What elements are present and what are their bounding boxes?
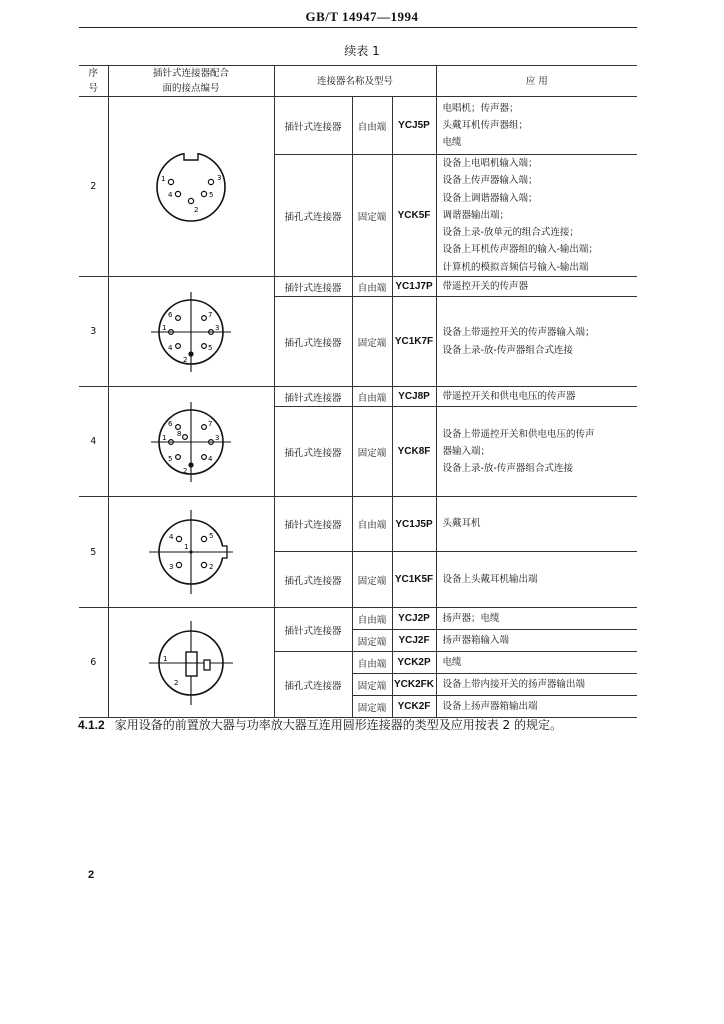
connector-model: YC1J5P [392, 497, 436, 552]
application-cell [436, 630, 637, 652]
connector-end: 固定端 [352, 297, 392, 387]
pin-label: 5 [209, 190, 214, 199]
application-cell [436, 97, 637, 155]
application-cell [436, 652, 637, 674]
header-seq-line1: 序 [88, 68, 98, 79]
clause-paragraph [78, 716, 562, 733]
connector-type: 插孔式连接器 [274, 552, 352, 608]
connector-model: YCJ8P [392, 387, 436, 407]
connector-type: 插针式连接器 [274, 497, 352, 552]
connector-type: 插针式连接器 [274, 608, 352, 652]
application-line: 器输入端； [442, 445, 491, 457]
pin-diagram-8pin-svg [136, 394, 246, 490]
application-line: 扬声器；电缆 [442, 612, 500, 624]
row-number: 4 [79, 387, 108, 497]
row-number: 5 [79, 497, 108, 608]
connector-end: 自由端 [352, 608, 392, 630]
application-cell [436, 552, 637, 608]
row-number: 2 [79, 97, 108, 277]
connector-end: 固定端 [352, 552, 392, 608]
pin-label: 7 [208, 310, 213, 319]
pin-diagram-7pin-svg [136, 284, 246, 380]
application-line: 设备上电唱机输入端； [442, 158, 538, 169]
application-cell [436, 696, 637, 718]
connector-type: 插针式连接器 [274, 277, 352, 297]
pin-diagram-4 [108, 387, 274, 497]
header-diagram [108, 66, 274, 97]
header-seq [79, 66, 108, 97]
row-number: 3 [79, 277, 108, 387]
pin-diagram-speaker-svg [136, 610, 246, 716]
application-line: 电缆 [442, 137, 462, 149]
connector-model: YCK8F [392, 407, 436, 497]
connector-end: 固定端 [352, 674, 392, 696]
pin-label: 1 [184, 543, 189, 552]
pin-label: 2 [174, 678, 179, 687]
application-line: 带遥控开关和供电电压的传声器 [442, 390, 576, 402]
connector-end: 固定端 [352, 407, 392, 497]
application-cell [436, 608, 637, 630]
application-cell [436, 674, 637, 696]
application-line: 扬声器箱输入端 [442, 634, 510, 646]
pin-label: 1 [161, 174, 166, 183]
application-line: 头戴耳机传声器组； [442, 119, 529, 131]
pin-label: 4 [169, 533, 174, 542]
connector-model: YCK2FK [392, 674, 436, 696]
connector-end: 自由端 [352, 652, 392, 674]
connector-end: 固定端 [352, 155, 392, 277]
connector-type: 插孔式连接器 [274, 652, 352, 718]
application-line: 设备上调谐器输入端； [442, 192, 538, 204]
pin-label: 1 [162, 433, 167, 442]
table-row [79, 97, 637, 155]
application-line: 设备上录-放-传声器组合式连接 [442, 344, 573, 356]
connector-end: 自由端 [352, 97, 392, 155]
application-line: 设备上录-放单元的组合式连接； [442, 227, 579, 239]
connector-end: 固定端 [352, 630, 392, 652]
pin-label: 1 [162, 323, 167, 332]
table-row [79, 277, 637, 297]
application-line: 电缆 [442, 656, 462, 668]
pin-label: 5 [168, 454, 173, 463]
application-line: 设备上扬声器箱输出端 [442, 700, 538, 712]
pin-label: 7 [208, 419, 213, 428]
connector-model: YCK2F [392, 696, 436, 718]
pin-label: 2 [194, 205, 199, 214]
pin-diagram-2 [108, 97, 274, 277]
connector-model: YCK5F [392, 155, 436, 277]
connector-model: YC1J7P [392, 277, 436, 297]
pin-label: 3 [215, 323, 220, 332]
table-row [79, 608, 637, 630]
header-rule [79, 27, 637, 28]
connector-type: 插针式连接器 [274, 97, 352, 155]
application-cell [436, 277, 637, 297]
pin-label: 6 [168, 419, 173, 428]
header-name-model: 连接器名称及型号 [274, 66, 436, 97]
pin-label: 4 [168, 190, 173, 199]
connector-model: YCJ2F [392, 630, 436, 652]
pin-diagram-6 [108, 608, 274, 718]
table-caption: 续表 1 [344, 44, 380, 58]
clause-text: 家用设备的前置放大器与功率放大器互连用圆形连接器的类型及应用按表 2 的规定。 [114, 718, 562, 732]
connector-model: YC1K5F [392, 552, 436, 608]
pin-label: 5 [208, 343, 213, 352]
connector-type: 插孔式连接器 [274, 155, 352, 277]
connector-end: 自由端 [352, 277, 392, 297]
connector-end: 自由端 [352, 387, 392, 407]
pin-label: 3 [169, 563, 174, 572]
pin-label: 3 [215, 433, 220, 442]
application-line: 设备上录-放-传声器组合式连接 [442, 463, 573, 475]
pin-label: 8 [177, 429, 182, 438]
application-line: 调谐器输出端； [442, 209, 510, 221]
connector-model: YCJ2P [392, 608, 436, 630]
pin-diagram-5pin-notched-svg [136, 499, 246, 605]
application-line: 设备上头戴耳机输出端 [442, 573, 538, 585]
page-number: 2 [88, 869, 95, 881]
application-line: 设备上传声器输入端； [442, 175, 538, 187]
application-line: 计算机的模拟音频信号输入-输出端 [442, 261, 589, 273]
header-seq-line2: 号 [88, 83, 98, 94]
header-diagram-line1: 插针式连接器配合 [152, 68, 229, 79]
application-line: 头戴耳机 [442, 518, 481, 530]
application-line: 设备上耳机传声器组的输入-输出端； [442, 244, 598, 256]
table-row [79, 497, 637, 552]
standard-header: GB/T 14947—1994 [305, 9, 419, 24]
connector-table [79, 65, 637, 718]
application-cell [436, 407, 637, 497]
clause-number: 4.1.2 [78, 718, 105, 732]
pin-label: 2 [183, 466, 188, 475]
pin-label: 1 [163, 654, 168, 663]
pin-label: 2 [209, 563, 214, 572]
connector-type: 插孔式连接器 [274, 407, 352, 497]
application-line: 设备上带遥控开关的传声器输入端； [442, 327, 595, 339]
connector-end: 固定端 [352, 696, 392, 718]
connector-model: YC1K7F [392, 297, 436, 387]
application-cell [436, 497, 637, 552]
pin-label: 4 [168, 343, 173, 352]
connector-end: 自由端 [352, 497, 392, 552]
connector-model: YCJ5P [392, 97, 436, 155]
pin-diagram-5 [108, 497, 274, 608]
pin-label: 5 [209, 532, 214, 541]
application-line: 带遥控开关的传声器 [442, 280, 529, 292]
pin-label: 2 [183, 355, 188, 364]
header-diagram-line2: 面的接点编号 [162, 83, 220, 94]
application-line: 设备上带遥控开关和供电电压的传声 [442, 428, 595, 440]
table-row [79, 387, 637, 407]
application-cell [436, 387, 637, 407]
pin-label: 3 [217, 173, 222, 182]
pin-label: 6 [168, 310, 173, 319]
connector-type: 插孔式连接器 [274, 297, 352, 387]
application-cell [436, 297, 637, 387]
header-application: 应 用 [436, 66, 637, 97]
pin-diagram-5pin-svg [136, 132, 246, 242]
pin-diagram-3 [108, 277, 274, 387]
application-cell [436, 155, 637, 277]
pin-label: 4 [208, 454, 213, 463]
connector-type: 插针式连接器 [274, 387, 352, 407]
row-number: 6 [79, 608, 108, 718]
connector-model: YCK2P [392, 652, 436, 674]
application-line: 设备上带内接开关的扬声器输出端 [442, 678, 586, 690]
table-header-row [79, 66, 637, 97]
application-line: 电唱机；传声器； [442, 102, 519, 114]
